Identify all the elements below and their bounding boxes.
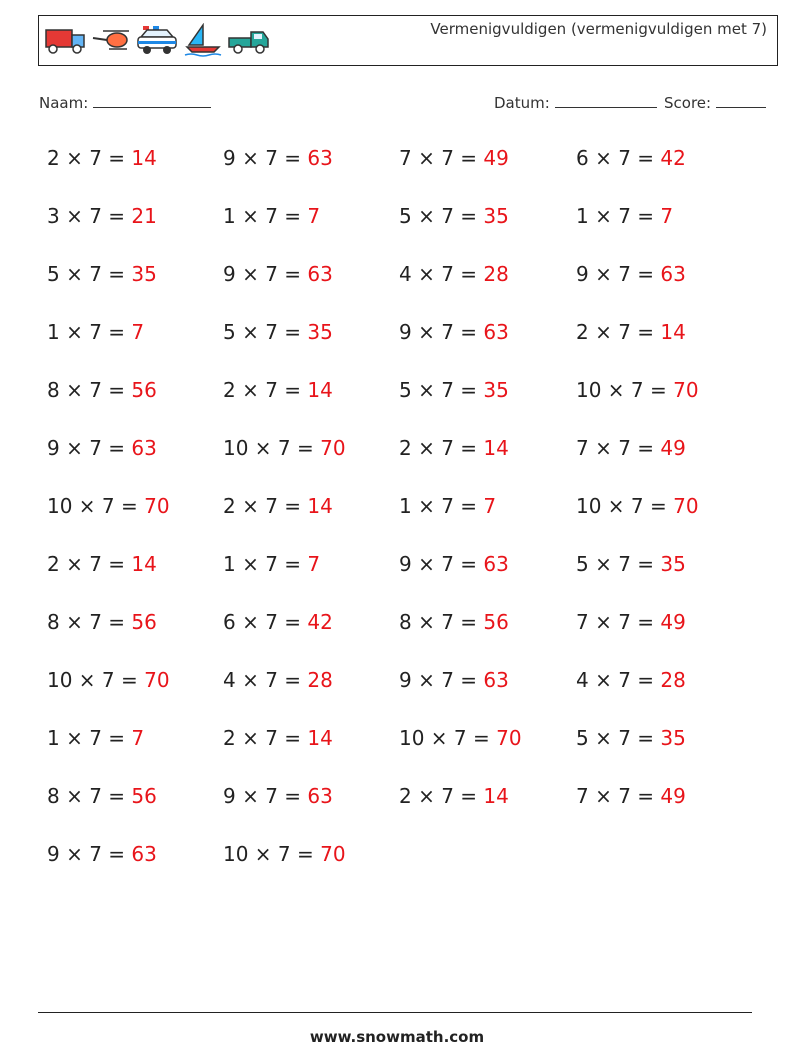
problem-item xyxy=(399,204,509,228)
problem-answer: 63 xyxy=(307,262,333,286)
problem-answer: 56 xyxy=(483,610,509,634)
problem-answer: 35 xyxy=(483,204,509,228)
problem-item xyxy=(47,262,157,286)
problem-item xyxy=(223,494,333,518)
problem-item xyxy=(576,204,673,228)
problem-item xyxy=(223,146,333,170)
problem-item xyxy=(47,378,157,402)
footer-divider xyxy=(38,1012,752,1013)
problem-answer: 63 xyxy=(307,146,333,170)
problem-answer: 63 xyxy=(483,320,509,344)
problem-question: 4 × 7 = xyxy=(223,668,308,692)
problem-question: 10 × 7 = xyxy=(223,842,321,866)
police-car-icon xyxy=(135,23,179,57)
problem-answer: 49 xyxy=(660,610,686,634)
problem-item xyxy=(223,436,346,460)
problem-question: 10 × 7 = xyxy=(576,378,674,402)
problem-item xyxy=(47,842,157,866)
problem-answer: 14 xyxy=(483,784,509,808)
problem-question: 10 × 7 = xyxy=(576,494,674,518)
problem-answer: 42 xyxy=(660,146,686,170)
problem-answer: 35 xyxy=(307,320,333,344)
problem-item xyxy=(223,610,333,634)
problem-answer: 14 xyxy=(660,320,686,344)
problem-answer: 70 xyxy=(144,494,170,518)
problem-question: 2 × 7 = xyxy=(223,494,308,518)
problem-item xyxy=(576,610,686,634)
date-field[interactable] xyxy=(494,93,657,112)
problem-answer: 7 xyxy=(131,320,145,344)
problem-item xyxy=(223,320,333,344)
problem-answer: 14 xyxy=(131,552,157,576)
problem-question: 8 × 7 = xyxy=(47,378,132,402)
problem-item xyxy=(47,726,144,750)
problem-item xyxy=(399,784,509,808)
problem-question: 3 × 7 = xyxy=(47,204,132,228)
problem-item xyxy=(399,552,509,576)
date-line[interactable] xyxy=(555,93,657,108)
problem-question: 10 × 7 = xyxy=(399,726,497,750)
problem-answer: 56 xyxy=(131,784,157,808)
problem-question: 10 × 7 = xyxy=(47,668,145,692)
problem-item xyxy=(47,146,157,170)
problem-question: 2 × 7 = xyxy=(223,726,308,750)
problem-question: 9 × 7 = xyxy=(223,262,308,286)
problem-item xyxy=(576,494,699,518)
sailboat-icon xyxy=(181,23,225,57)
problem-item xyxy=(47,610,157,634)
problem-question: 8 × 7 = xyxy=(47,610,132,634)
problem-question: 8 × 7 = xyxy=(47,784,132,808)
problem-answer: 28 xyxy=(307,668,333,692)
problem-question: 7 × 7 = xyxy=(576,610,661,634)
truck-icon xyxy=(43,23,87,57)
problem-item xyxy=(399,320,509,344)
problem-question: 4 × 7 = xyxy=(399,262,484,286)
problem-question: 2 × 7 = xyxy=(47,552,132,576)
date-label: Datum: xyxy=(494,94,550,112)
problem-question: 9 × 7 = xyxy=(399,668,484,692)
problem-answer: 70 xyxy=(144,668,170,692)
problem-item xyxy=(576,436,686,460)
problem-item xyxy=(47,552,157,576)
problem-question: 2 × 7 = xyxy=(47,146,132,170)
problem-item xyxy=(576,552,686,576)
problem-question: 2 × 7 = xyxy=(576,320,661,344)
problem-question: 4 × 7 = xyxy=(576,668,661,692)
problem-question: 6 × 7 = xyxy=(576,146,661,170)
problem-question: 5 × 7 = xyxy=(576,552,661,576)
problem-answer: 63 xyxy=(131,436,157,460)
problem-answer: 63 xyxy=(483,668,509,692)
problem-item xyxy=(399,726,522,750)
problem-item xyxy=(399,262,509,286)
problem-answer: 14 xyxy=(131,146,157,170)
problem-item xyxy=(223,204,320,228)
problem-item xyxy=(223,842,346,866)
problem-question: 5 × 7 = xyxy=(399,378,484,402)
problem-answer: 70 xyxy=(496,726,522,750)
problem-item xyxy=(399,436,509,460)
problem-question: 1 × 7 = xyxy=(399,494,484,518)
problem-item xyxy=(576,784,686,808)
problem-item xyxy=(399,610,509,634)
header-box xyxy=(38,15,778,66)
page-title: Vermenigvuldigen (vermenigvuldigen met 7) xyxy=(430,20,767,38)
problem-answer: 7 xyxy=(307,204,321,228)
problem-answer: 63 xyxy=(660,262,686,286)
problem-answer: 70 xyxy=(673,494,699,518)
problem-item xyxy=(576,726,686,750)
problem-item xyxy=(47,204,157,228)
problem-answer: 63 xyxy=(483,552,509,576)
vehicle-icons xyxy=(43,22,271,58)
problem-question: 10 × 7 = xyxy=(223,436,321,460)
problem-question: 5 × 7 = xyxy=(223,320,308,344)
problem-answer: 7 xyxy=(483,494,497,518)
problem-question: 10 × 7 = xyxy=(47,494,145,518)
problem-answer: 7 xyxy=(660,204,674,228)
problem-question: 5 × 7 = xyxy=(47,262,132,286)
problem-question: 9 × 7 = xyxy=(47,436,132,460)
problem-question: 7 × 7 = xyxy=(399,146,484,170)
name-field[interactable] xyxy=(39,93,211,112)
problem-answer: 49 xyxy=(660,436,686,460)
pickup-truck-icon xyxy=(227,23,271,57)
problem-question: 7 × 7 = xyxy=(576,784,661,808)
problem-item xyxy=(47,320,144,344)
problem-item xyxy=(223,262,333,286)
problem-item xyxy=(47,436,157,460)
problem-item xyxy=(576,262,686,286)
problem-question: 9 × 7 = xyxy=(576,262,661,286)
problem-item xyxy=(47,494,170,518)
problem-answer: 35 xyxy=(660,726,686,750)
problem-question: 9 × 7 = xyxy=(399,320,484,344)
problem-answer: 21 xyxy=(131,204,157,228)
problem-item xyxy=(223,378,333,402)
score-field[interactable] xyxy=(664,93,766,112)
problem-answer: 49 xyxy=(660,784,686,808)
problem-question: 8 × 7 = xyxy=(399,610,484,634)
problem-answer: 35 xyxy=(131,262,157,286)
problem-answer: 70 xyxy=(320,436,346,460)
problem-item xyxy=(399,494,496,518)
problem-question: 9 × 7 = xyxy=(399,552,484,576)
problem-question: 5 × 7 = xyxy=(576,726,661,750)
problem-answer: 70 xyxy=(320,842,346,866)
problem-answer: 28 xyxy=(483,262,509,286)
helicopter-icon xyxy=(89,23,133,57)
problem-item xyxy=(399,146,509,170)
problem-answer: 63 xyxy=(131,842,157,866)
problem-item xyxy=(223,726,333,750)
problem-question: 9 × 7 = xyxy=(223,146,308,170)
problem-answer: 35 xyxy=(660,552,686,576)
name-line[interactable] xyxy=(93,93,211,108)
problem-item xyxy=(576,668,686,692)
problem-answer: 7 xyxy=(307,552,321,576)
problem-question: 2 × 7 = xyxy=(399,784,484,808)
problem-answer: 14 xyxy=(483,436,509,460)
problem-answer: 28 xyxy=(660,668,686,692)
problem-question: 1 × 7 = xyxy=(223,204,308,228)
problem-question: 6 × 7 = xyxy=(223,610,308,634)
name-label: Naam: xyxy=(39,94,89,112)
problem-item xyxy=(223,668,333,692)
footer-url[interactable]: www.snowmath.com xyxy=(309,1028,485,1046)
problem-item xyxy=(47,668,170,692)
problem-item xyxy=(223,552,320,576)
problem-answer: 7 xyxy=(131,726,145,750)
problem-question: 2 × 7 = xyxy=(223,378,308,402)
problem-question: 9 × 7 = xyxy=(223,784,308,808)
problem-question: 1 × 7 = xyxy=(576,204,661,228)
problem-item xyxy=(399,668,509,692)
problem-item xyxy=(399,378,509,402)
problem-item xyxy=(47,784,157,808)
problem-question: 5 × 7 = xyxy=(399,204,484,228)
score-line[interactable] xyxy=(716,93,766,108)
problem-answer: 14 xyxy=(307,378,333,402)
problem-answer: 14 xyxy=(307,494,333,518)
problem-item xyxy=(576,378,699,402)
problem-item xyxy=(223,784,333,808)
problem-answer: 70 xyxy=(673,378,699,402)
problem-answer: 56 xyxy=(131,378,157,402)
problem-question: 9 × 7 = xyxy=(47,842,132,866)
problem-question: 7 × 7 = xyxy=(576,436,661,460)
problem-answer: 63 xyxy=(307,784,333,808)
problem-answer: 35 xyxy=(483,378,509,402)
problem-item xyxy=(576,146,686,170)
problem-answer: 49 xyxy=(483,146,509,170)
score-label: Score: xyxy=(664,94,712,112)
problem-question: 1 × 7 = xyxy=(47,726,132,750)
problem-answer: 14 xyxy=(307,726,333,750)
problem-answer: 42 xyxy=(307,610,333,634)
problem-question: 1 × 7 = xyxy=(47,320,132,344)
problem-item xyxy=(576,320,686,344)
problem-question: 1 × 7 = xyxy=(223,552,308,576)
problem-question: 2 × 7 = xyxy=(399,436,484,460)
problem-answer: 56 xyxy=(131,610,157,634)
